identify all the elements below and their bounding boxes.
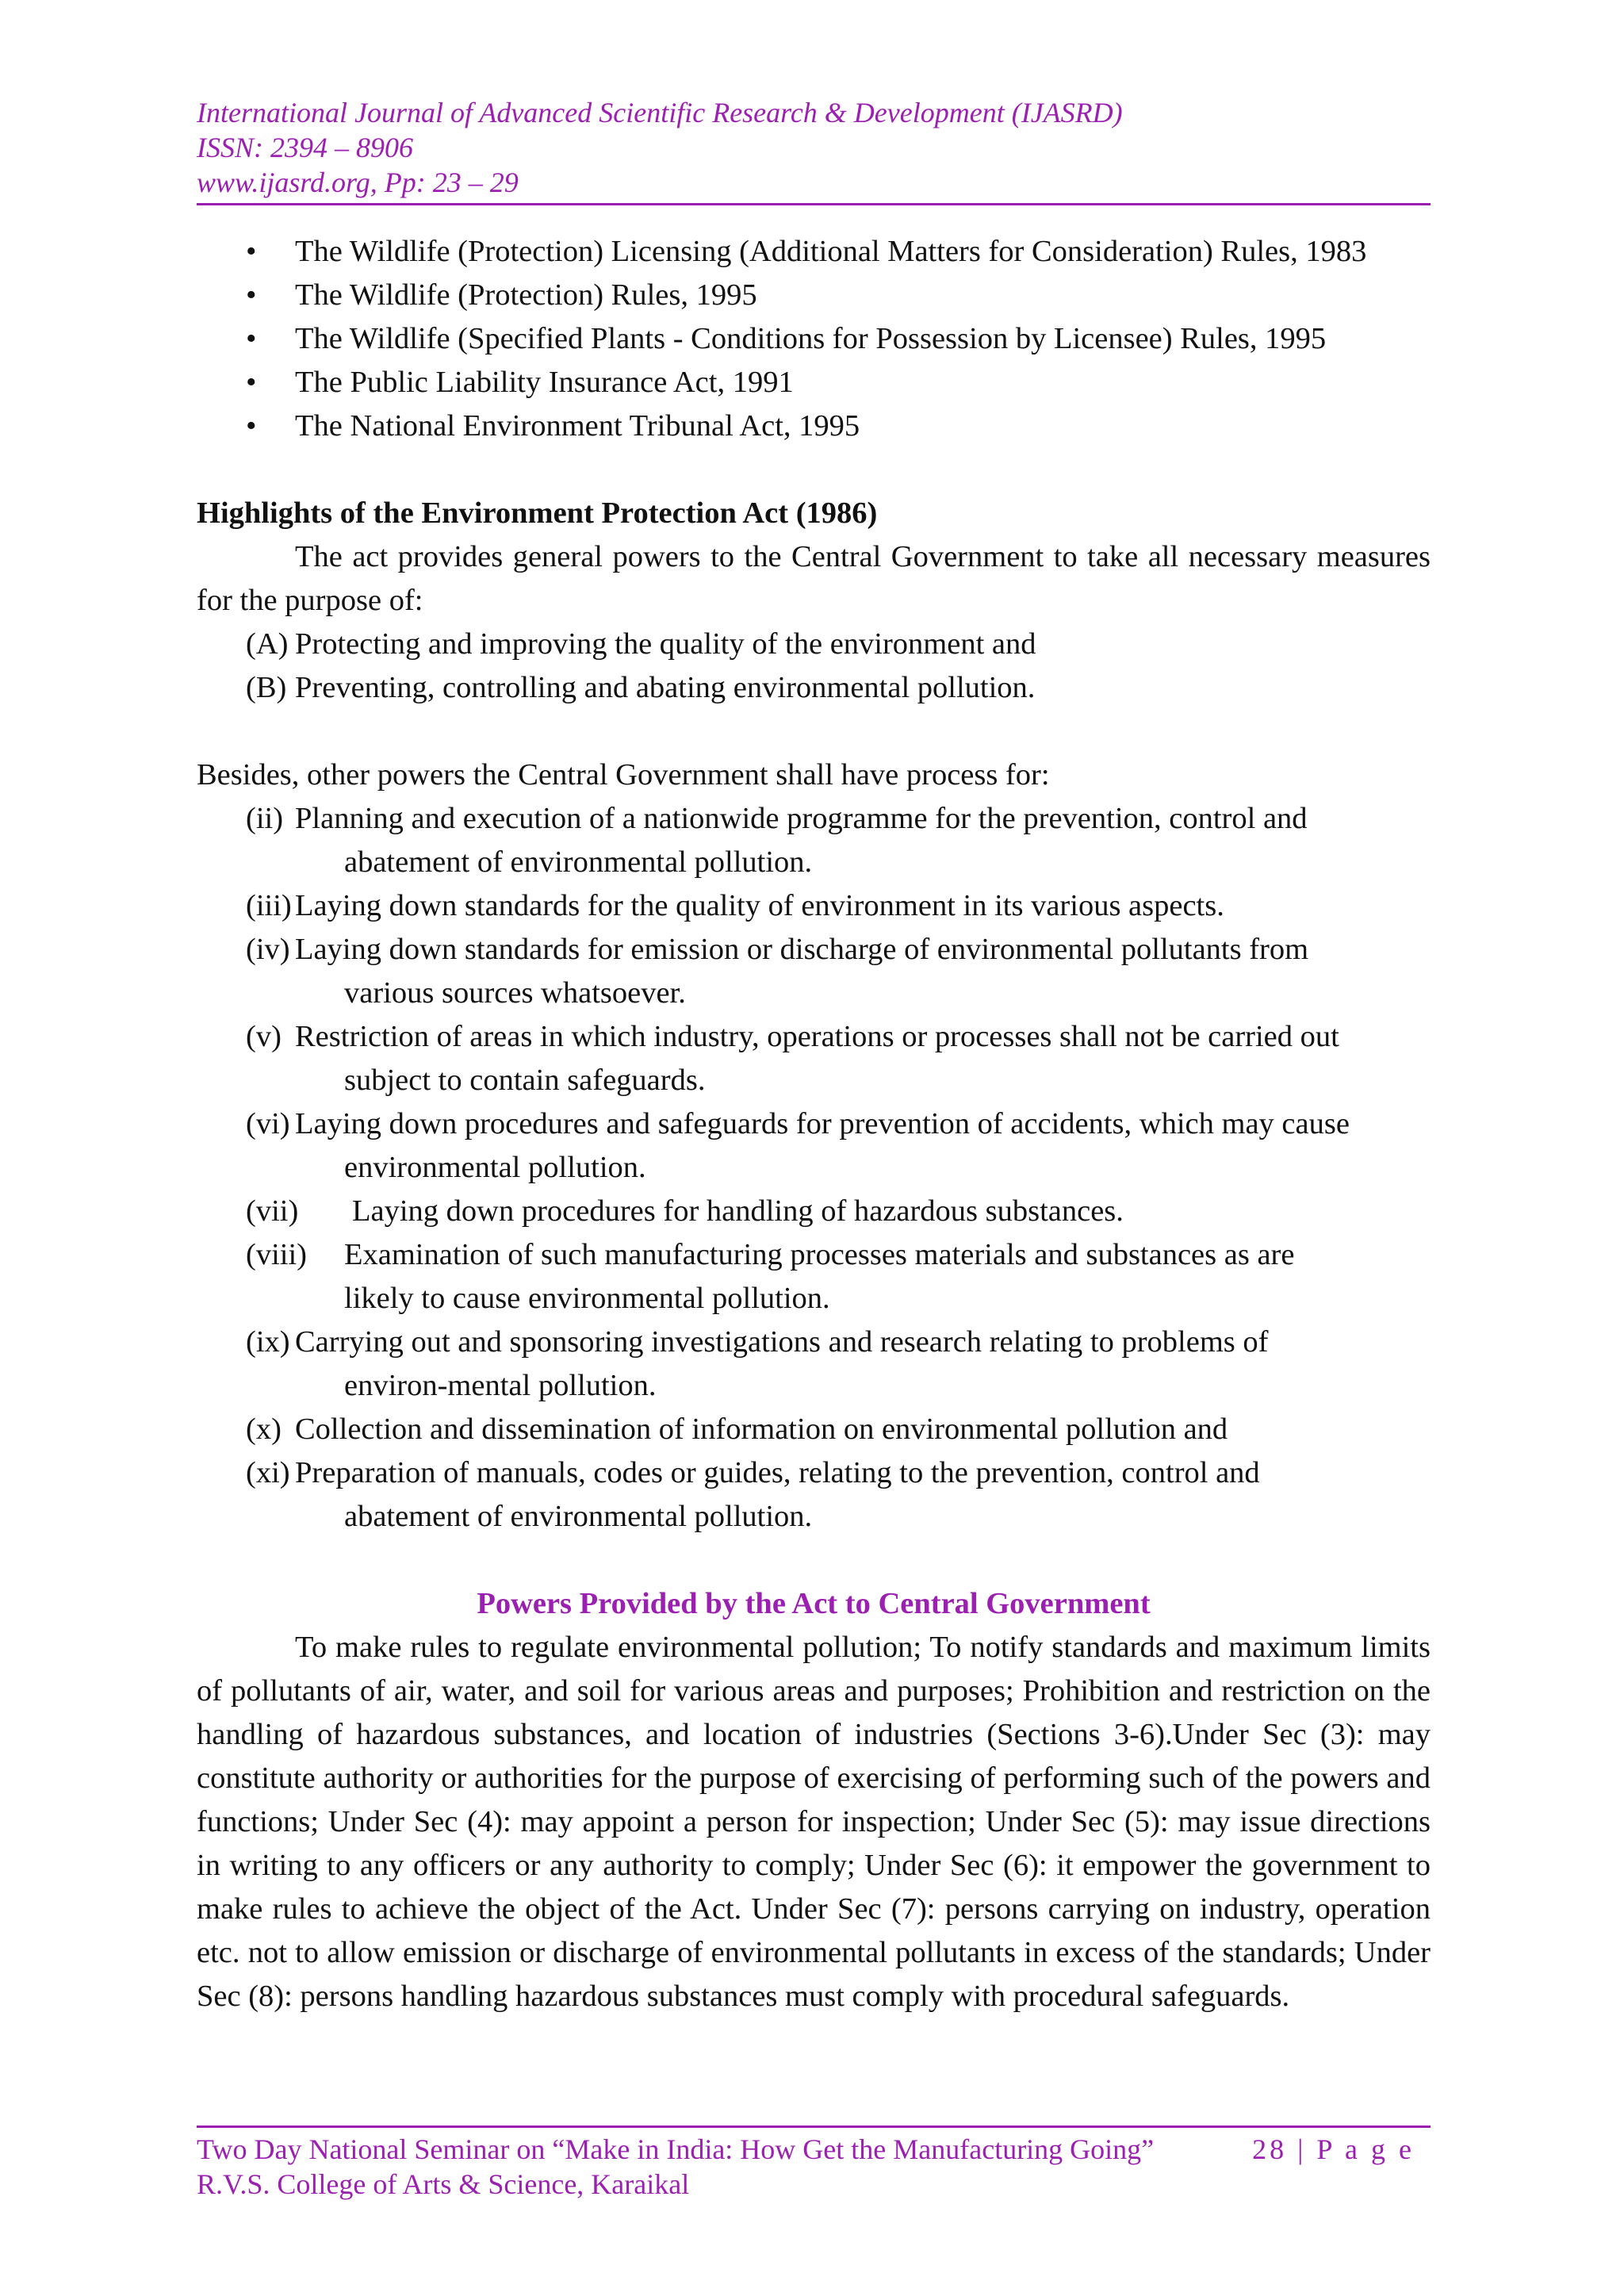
journal-title: International Journal of Advanced Scientific Research & Development (IJASRD)	[197, 97, 1123, 128]
list-item	[197, 1233, 1431, 1320]
item-label: (iii)	[246, 889, 292, 922]
footer-rule	[197, 2125, 1431, 2128]
list-item	[197, 666, 1431, 710]
list-item	[197, 797, 1431, 884]
header-rule	[197, 203, 1431, 205]
list-item	[197, 884, 1431, 928]
rules-list	[197, 230, 1431, 448]
running-header	[197, 95, 1431, 200]
item-text-cont: environmental pollution.	[344, 1151, 646, 1184]
list-item	[197, 1102, 1431, 1190]
item-text: Laying down standards for emission or discharge of environmental pollutants from	[295, 933, 1309, 966]
running-footer	[197, 2132, 1431, 2202]
item-text: Protecting and improving the quality of the environment and	[295, 627, 1036, 661]
item-text-cont: abatement of environmental pollution.	[344, 1500, 813, 1533]
item-text-cont: subject to contain safeguards.	[344, 1064, 706, 1097]
item-text: Preparation of manuals, codes or guides, relating to the prevention, control and	[295, 1456, 1260, 1489]
other-powers-intro: Besides, other powers the Central Government shall have process for:	[197, 758, 1050, 792]
item-label: (xi)	[246, 1456, 290, 1489]
college-name: R.V.S. College of Arts & Science, Karaikal	[197, 2168, 690, 2200]
item-label: (viii)	[246, 1238, 307, 1271]
journal-site: www.ijasrd.org, Pp: 23 – 29	[197, 167, 519, 198]
item-text: Laying down procedures and safeguards for prevention of accidents, which may cause	[295, 1107, 1350, 1140]
list-item: • The Public Liability Insurance Act, 1991	[197, 361, 1431, 404]
seminar-title: Two Day National Seminar on “Make in India: How Get the Manufacturing Going”	[197, 2133, 1155, 2165]
item-text-cont: abatement of environmental pollution.	[344, 845, 813, 879]
item-text: Carrying out and sponsoring investigations and research relating to problems of	[295, 1325, 1269, 1359]
item-label: (iv)	[246, 933, 290, 966]
item-label: (x)	[246, 1412, 282, 1446]
issn: ISSN: 2394 – 8906	[197, 132, 413, 163]
list-item	[197, 1190, 1431, 1233]
list-item: • The National Environment Tribunal Act, 1995	[197, 404, 1431, 448]
highlights-intro: The act provides general powers to the Central Government to take all necessary measures for the purpose of:	[197, 540, 1431, 617]
purpose-list	[197, 623, 1431, 710]
item-label: (vi)	[246, 1107, 290, 1140]
item-label: (A)	[246, 627, 289, 661]
list-item	[197, 1408, 1431, 1451]
page-number: 28 | P a g e	[1252, 2133, 1415, 2165]
item-text: Preventing, controlling and abating environmental pollution.	[295, 671, 1036, 704]
list-item	[197, 623, 1431, 666]
item-label: (vii)	[246, 1194, 299, 1228]
powers-section-title: Powers Provided by the Act to Central Government	[477, 1587, 1151, 1620]
list-item	[197, 1451, 1431, 1539]
list-item	[197, 1015, 1431, 1102]
list-item: • The Wildlife (Specified Plants - Conditions for Possession by Licensee) Rules, 1995	[197, 317, 1431, 361]
list-item: • The Wildlife (Protection) Licensing (Additional Matters for Consideration) Rules, 1983	[197, 230, 1431, 274]
list-item	[197, 1320, 1431, 1408]
item-text: Laying down procedures for handling of hazardous substances.	[352, 1194, 1124, 1228]
item-text: Restriction of areas in which industry, operations or processes shall not be carried out	[295, 1020, 1339, 1053]
item-label: (v)	[246, 1020, 282, 1053]
list-item: • The Wildlife (Protection) Rules, 1995	[197, 274, 1431, 317]
list-item	[197, 928, 1431, 1015]
item-label: (ix)	[246, 1325, 290, 1359]
item-text-cont: environ-mental pollution.	[344, 1369, 657, 1402]
highlights-heading: Highlights of the Environment Protection Act (1986)	[197, 496, 878, 530]
item-label: (ii)	[246, 802, 284, 835]
other-powers-list	[197, 797, 1431, 1539]
item-text-cont: various sources whatsoever.	[344, 976, 686, 1010]
item-text: Planning and execution of a nationwide programme for the prevention, control and	[295, 802, 1308, 835]
powers-paragraph: To make rules to regulate environmental pollution; To notify standards and maximum limits of pollutants of air, water, and soil for various areas and purposes; Prohibition and restriction on the handling of hazardous substances, and location of industries (Sections 3-6).Under Sec (3): may constitute authority or authorities for the purpose of exercising of performing such of the powers and functions; Under Sec (4): may appoint a person for inspection; Under Sec (5): may issue directions in writing to any officers or any authority to comply; Under Sec (6): it empower the government to make rules to achieve the object of the Act. Under Sec (7): persons carrying on industry, operation etc. not to allow emission or discharge of environmental pollutants in excess of the standards; Under Sec (8): persons handling hazardous substances must comply with procedural safeguards.	[197, 1631, 1431, 2013]
item-text: Laying down standards for the quality of environment in its various aspects.	[295, 889, 1224, 922]
item-text-cont: likely to cause environmental pollution.	[344, 1282, 830, 1315]
item-label: (B)	[246, 671, 287, 704]
page-body	[197, 230, 1431, 2018]
item-text: Collection and dissemination of information on environmental pollution and	[295, 1412, 1228, 1446]
item-text: Examination of such manufacturing processes materials and substances as are	[344, 1238, 1295, 1271]
